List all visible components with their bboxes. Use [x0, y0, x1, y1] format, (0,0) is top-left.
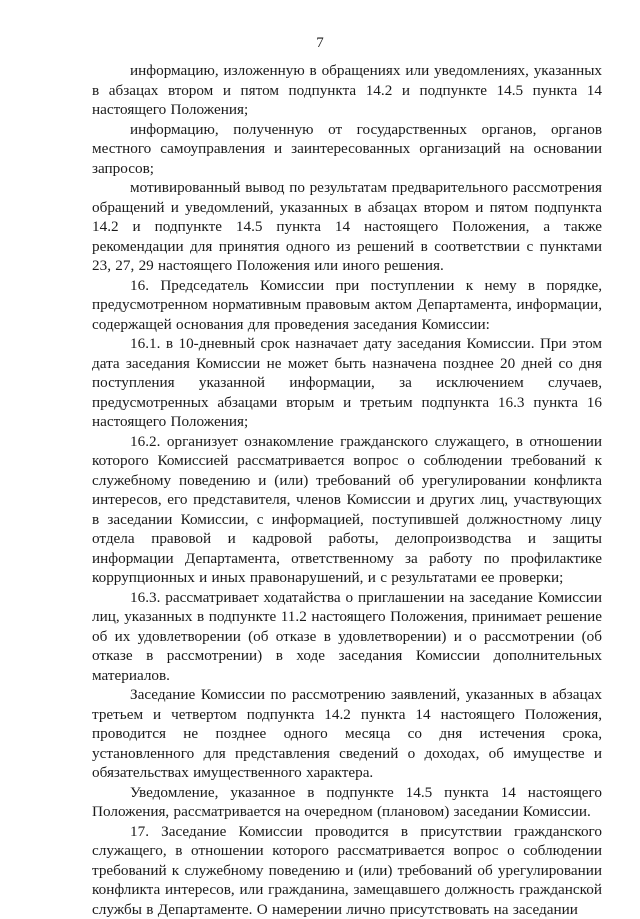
paragraph-state-bodies-info: информацию, полученную от государственных органов, органов местного самоуправления и заинтересованных организаций на основании запросов;: [92, 120, 602, 179]
paragraph-clause-16-3: 16.3. рассматривает ходатайства о приглашении на заседание Комиссии лиц, указанных в подпункте 11.2 настоящего Положения, принимает решение об их удовлетворении (об отказе в удовлетворении) и о рассмотрении (об отказе в рассмотрении) в ходе заседания Комиссии дополнительных материалов.: [92, 588, 602, 686]
paragraph-clause-16-1: 16.1. в 10-дневный срок назначает дату заседания Комиссии. При этом дата заседания Комиссии не может быть назначена позднее 20 дней со дня поступления указанной информации, за исключением случаев, предусмотренных абзацами вторым и третьим подпункта 16.3 пункта 16 настоящего Положения;: [92, 334, 602, 432]
paragraph-clause-16: 16. Председатель Комиссии при поступлении к нему в порядке, предусмотренном нормативным правовым актом Департамента, информации, содержащей основания для проведения заседания Комиссии:: [92, 276, 602, 335]
paragraph-reasoned-conclusion: мотивированный вывод по результатам предварительного рассмотрения обращений и уведомлений, указанных в абзацах втором и пятом подпункта 14.2 и подпункте 14.5 пункта 14 настоящего Положения, а также рекомендации для принятия одного из решений в соответствии с пунктами 23, 27, 29 настоящего Положения или иного решения.: [92, 178, 602, 276]
document-body: [92, 61, 602, 919]
paragraph-appeals-info: информацию, изложенную в обращениях или уведомлениях, указанных в абзацах втором и пятом подпункта 14.2 и подпункте 14.5 пункта 14 настоящего Положения;: [92, 61, 602, 120]
page-number: 7: [0, 34, 640, 52]
paragraph-notification: Уведомление, указанное в подпункте 14.5 пункта 14 настоящего Положения, рассматривается на очередном (плановом) заседании Комиссии.: [92, 783, 602, 822]
paragraph-clause-17: 17. Заседание Комиссии проводится в присутствии гражданского служащего, в отношении которого рассматривается вопрос о соблюдении требований к служебному поведению и (или) требований об урегулировании конфликта интересов, или гражданина, замещавшего должность гражданской службы в Департаменте. О намерении лично присутствовать на заседании: [92, 822, 602, 919]
paragraph-meeting-schedule: Заседание Комиссии по рассмотрению заявлений, указанных в абзацах третьем и четвертом подпункта 14.2 пункта 14 настоящего Положения, проводится не позднее одного месяца со дня истечения срока, установленного для представления сведений о доходах, об имуществе и обязательствах имущественного характера.: [92, 685, 602, 783]
paragraph-clause-16-2: 16.2. организует ознакомление гражданского служащего, в отношении которого Комиссией рассматривается вопрос о соблюдении требований к служебному поведению и (или) требований об урегулировании конфликта интересов, его представителя, членов Комиссии и других лиц, участвующих в заседании Комиссии, с информацией, поступившей должностному лицу отдела правовой и кадровой работы, делопроизводства и защиты информации Департамента, ответственному за работу по профилактике коррупционных и иных правонарушений, и с результатами ее проверки;: [92, 432, 602, 588]
